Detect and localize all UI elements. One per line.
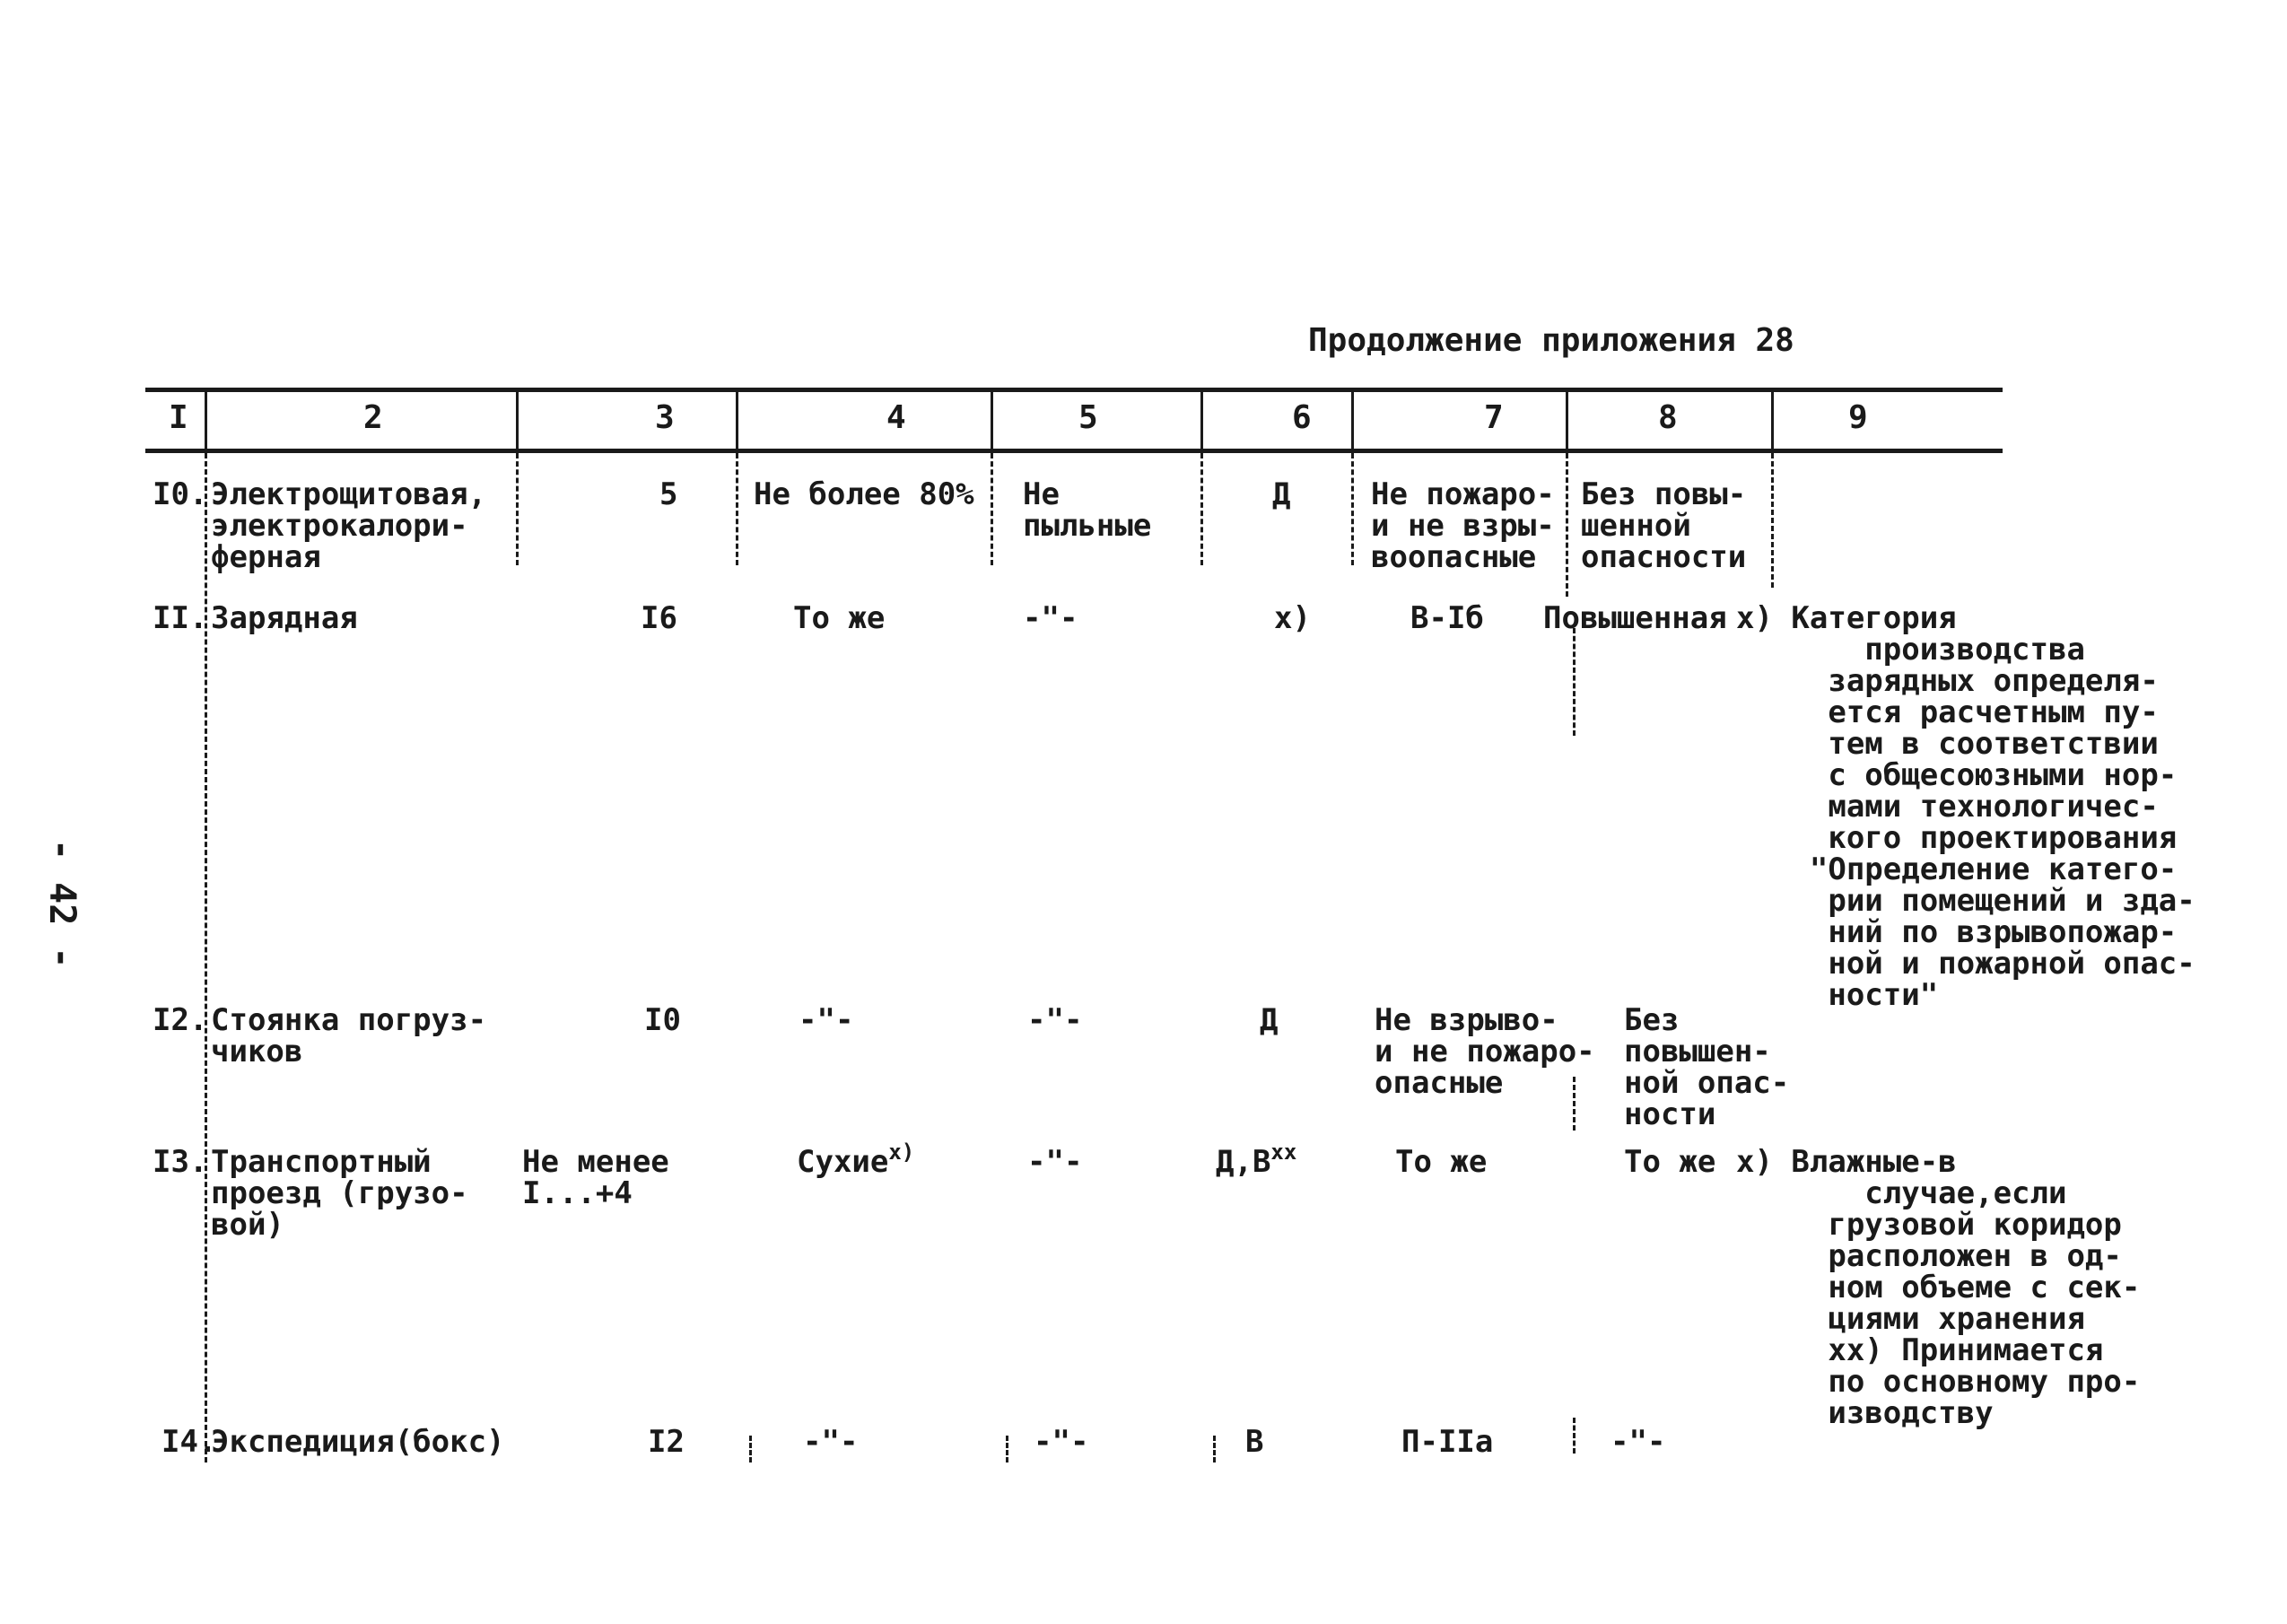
row-number: II. <box>153 600 208 636</box>
column-divider <box>749 1436 752 1462</box>
room-name: Электрощитовая, электрокалори- ферная <box>211 476 487 575</box>
cell-col5: -"- <box>1027 1002 1083 1038</box>
cell-col3: Не менее I...+4 <box>522 1144 669 1211</box>
cell-col3: I0 <box>644 1002 681 1038</box>
header-cell-4: 4 <box>886 399 906 436</box>
column-divider <box>991 453 993 565</box>
page-number: - 42 - <box>41 839 83 969</box>
cell-col9-note: х) Категория производства зарядных определя- ется расчетным пу- тем в соответствии с общесоюзными нор- мами технологичес- кого проектирования "Определение катего- рии помещений и зда- ний по взрывопожар- ной и пожарной опас- ности" <box>1736 600 2195 1013</box>
header-cell-5: 5 <box>1078 399 1098 436</box>
cell-col7: Не пожаро- и не взры- воопасные <box>1371 476 1555 575</box>
continuation-title: Продолжение приложения 28 <box>1308 322 1794 359</box>
cell-col8: Повышенная <box>1543 600 1727 636</box>
cell-col4 <box>797 1139 915 1181</box>
column-divider <box>1213 1436 1216 1462</box>
cell-col4: Не более 80% <box>754 476 974 512</box>
table-header-rule <box>145 449 2003 453</box>
row-number: I3. <box>153 1144 208 1180</box>
header-divider <box>1200 392 1203 449</box>
cell-col9-note: х) Влажные-в случае,если грузовой коридор расположен в од- ном объеме с сек- циями хранения хх) Принимается по основному про- изводству <box>1736 1144 2141 1431</box>
cell-col5: Не пыльные <box>1023 476 1152 544</box>
column-divider <box>1771 453 1774 588</box>
header-cell-9: 9 <box>1848 399 1868 436</box>
header-divider <box>736 392 738 449</box>
header-cell-3: 3 <box>655 399 675 436</box>
cell-col5: -"- <box>1027 1144 1083 1180</box>
room-name: Транспортный проезд (грузо- вой) <box>211 1144 468 1243</box>
cell-col4-text: Сухие <box>797 1144 889 1180</box>
header-cell-8: 8 <box>1658 399 1678 436</box>
cell-col7: То же <box>1395 1144 1488 1180</box>
header-divider <box>1771 392 1774 449</box>
footnote-marker: хх <box>1270 1139 1297 1165</box>
column-divider <box>1351 453 1354 565</box>
cell-col8: То же <box>1624 1144 1716 1180</box>
header-divider <box>1566 392 1568 449</box>
column-divider <box>1200 453 1203 565</box>
column-divider <box>516 453 519 565</box>
cell-col6: Д <box>1272 476 1291 512</box>
cell-col4: То же <box>793 600 886 636</box>
cell-col6-text: Д,В <box>1216 1144 1271 1180</box>
column-divider <box>1566 453 1568 597</box>
row-number: I2. <box>153 1002 208 1038</box>
header-divider <box>205 392 207 449</box>
column-divider <box>736 453 738 565</box>
cell-col8: Без повышен- ной опас- ности <box>1624 1002 1790 1132</box>
header-divider <box>991 392 993 449</box>
header-cell-6: 6 <box>1292 399 1312 436</box>
cell-col6 <box>1216 1139 1297 1181</box>
column-divider <box>1573 628 1576 736</box>
header-divider <box>516 392 519 449</box>
cell-col3: I6 <box>641 600 677 636</box>
row-number: I0. <box>153 476 208 512</box>
room-name: Зарядная <box>211 600 358 636</box>
table-top-rule <box>145 388 2003 392</box>
cell-col6: х) <box>1274 600 1311 636</box>
footnote-marker: х) <box>888 1139 915 1165</box>
cell-col6: В <box>1245 1424 1264 1460</box>
cell-col5: -"- <box>1023 600 1078 636</box>
header-cell-1: I <box>169 399 188 436</box>
cell-col8: -"- <box>1611 1424 1666 1460</box>
cell-col6: Д <box>1260 1002 1279 1038</box>
cell-col8: Без повы- шенной опасности <box>1581 476 1747 575</box>
cell-col4: -"- <box>799 1002 854 1038</box>
room-name: Экспедиция(бокс) <box>211 1424 505 1460</box>
cell-col3: I2 <box>648 1424 685 1460</box>
row-number: I4. <box>161 1424 217 1460</box>
column-divider <box>1573 1418 1576 1454</box>
cell-col7: П-IIа <box>1401 1424 1494 1460</box>
cell-col7: Не взрыво- и не пожаро- опасные <box>1375 1002 1595 1101</box>
header-cell-7: 7 <box>1484 399 1504 436</box>
room-name: Стоянка погруз- чиков <box>211 1002 487 1070</box>
column-divider <box>1006 1436 1008 1462</box>
header-divider <box>1351 392 1354 449</box>
header-cell-2: 2 <box>363 399 383 436</box>
cell-col3: 5 <box>659 476 678 512</box>
cell-col7: В-Iб <box>1410 600 1484 636</box>
cell-col5: -"- <box>1034 1424 1089 1460</box>
cell-col4: -"- <box>803 1424 859 1460</box>
